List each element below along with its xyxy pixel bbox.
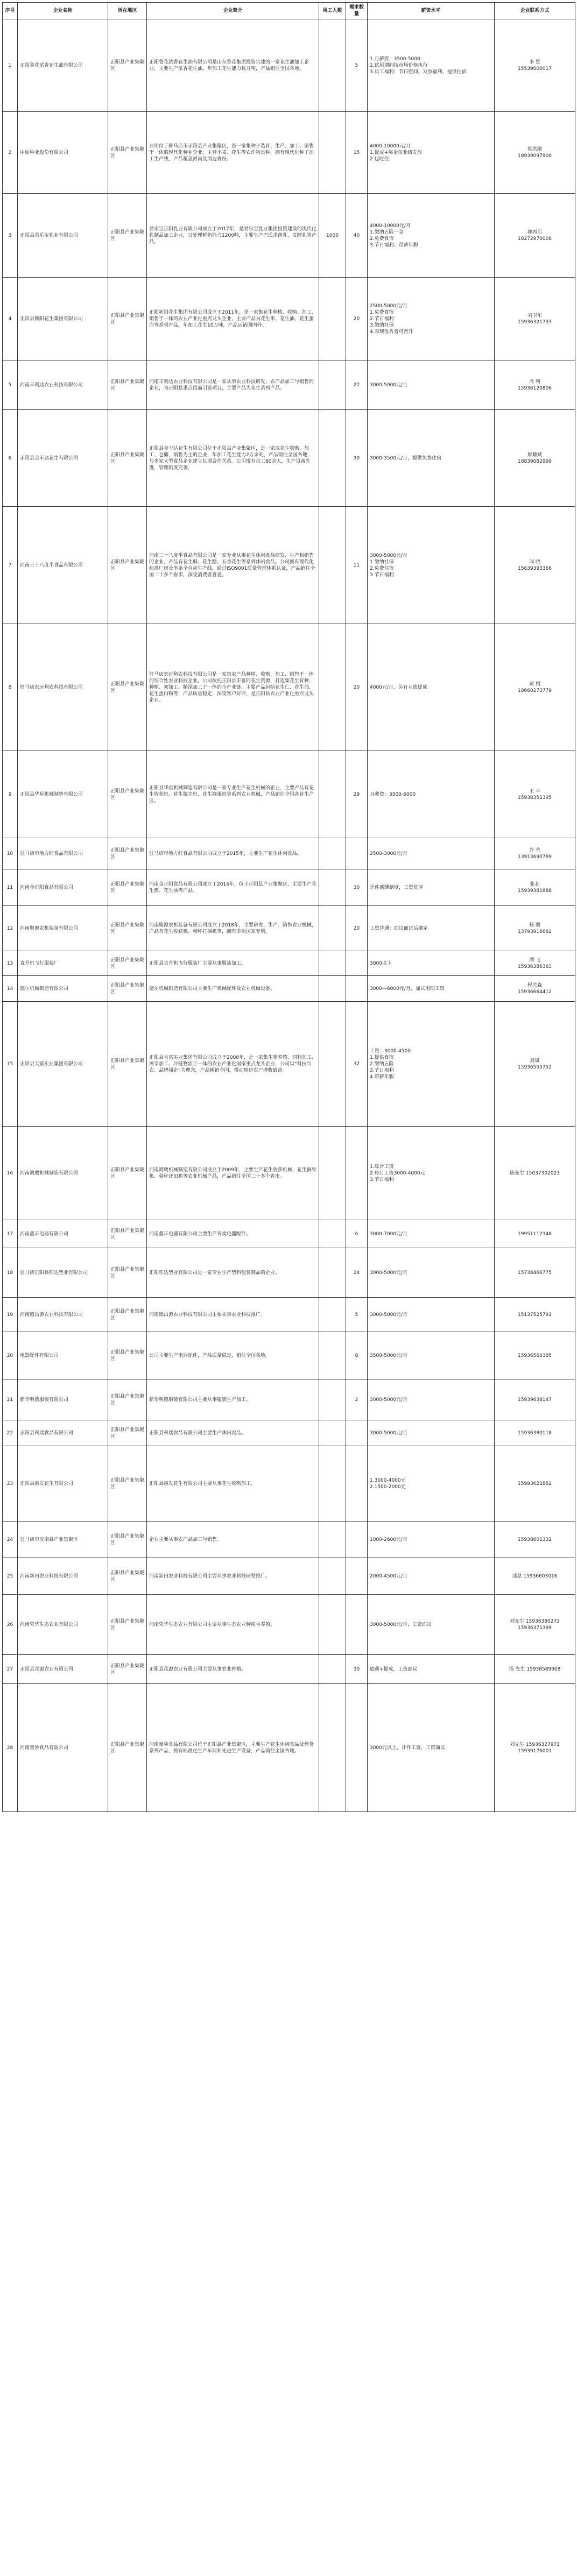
contact-info: 刘卫东 15936321733 — [495, 278, 575, 360]
enterprise-recruitment-table — [2, 2, 575, 1812]
worker-count — [319, 1332, 346, 1379]
company-intro: 正阳县直升机飞行服装厂主要从事服装加工。 — [147, 951, 319, 976]
row-no: 5 — [3, 360, 18, 410]
salary-level: 4000-10000元/月 1.缴纳五险一金 2.免费食宿 3.节日福利、带薪年假 — [368, 194, 495, 278]
need-count: 2 — [346, 1379, 368, 1420]
company-intro: 正阳鲁花浓香花生油有限公司是山东鲁花集团投资兴建的一家花生油加工企业，主要生产浓香花生油，年加工花生能力数万吨，产品销往全国各地。 — [147, 19, 319, 112]
company-area: 正阳县产业集聚区 — [108, 194, 147, 278]
company-intro: 河南德昌源农业科技有限公司主要从事农业科技推广。 — [147, 1298, 319, 1332]
company-intro: 德尔机械制造有限公司主要生产机械配件及农业机械设备。 — [147, 976, 319, 1002]
company-name: 德尔机械制造有限公司 — [18, 976, 108, 1002]
header-intro: 企业简介 — [147, 3, 319, 19]
company-name: 驻马店市汝南县产业集聚区 — [18, 1521, 108, 1558]
contact-info: 15936380118 — [495, 1420, 575, 1446]
company-area: 正阳县产业集聚区 — [108, 976, 147, 1002]
table-row — [3, 410, 575, 507]
need-count — [346, 976, 368, 1002]
contact-info: 闫 晓 15639393366 — [495, 507, 575, 624]
company-area: 正阳县产业集聚区 — [108, 112, 147, 194]
company-name: 正阳县新阳花生集团有限公司 — [18, 278, 108, 360]
need-count: 11 — [346, 507, 368, 624]
header-need: 需求数量 — [346, 3, 368, 19]
worker-count — [319, 624, 346, 751]
salary-level: 3000-5000元/月 — [368, 1248, 495, 1298]
row-no: 12 — [3, 906, 18, 951]
salary-level: 3000-5000元/月，工资面议 — [368, 1595, 495, 1655]
worker-count — [319, 838, 346, 869]
company-name: 驻马店正阳县旺达塑业有限公司 — [18, 1248, 108, 1298]
salary-level: 3000以上 — [368, 951, 495, 976]
company-intro: 驻马店市地方红食品有限公司成立于2015年，主要生产花生休闲食品。 — [147, 838, 319, 869]
contact-info: 张芯 15939381888 — [495, 869, 575, 906]
company-name: 正阳县金丰达花生有限公司 — [18, 410, 108, 507]
row-no: 27 — [3, 1655, 18, 1684]
row-no: 11 — [3, 869, 18, 906]
contact-info: 19951112348 — [495, 1220, 575, 1248]
table-row — [3, 112, 575, 194]
need-count — [346, 838, 368, 869]
contact-info: 冯 利 15936120806 — [495, 360, 575, 410]
row-no: 15 — [3, 1002, 18, 1127]
company-name: 正阳县茂源农业有限公司 — [18, 1655, 108, 1684]
need-count: 30 — [346, 869, 368, 906]
table-row — [3, 19, 575, 112]
company-name: 电器配件有限公司 — [18, 1332, 108, 1379]
worker-count — [319, 1558, 346, 1595]
table-row — [3, 1446, 575, 1521]
row-no: 16 — [3, 1127, 18, 1220]
table-row — [3, 278, 575, 360]
need-count: 20 — [346, 278, 368, 360]
contact-info: 刘先生 15936327971 15939176001 — [495, 1684, 575, 1812]
row-no: 1 — [3, 19, 18, 112]
row-no: 23 — [3, 1446, 18, 1521]
company-intro: 正阳县金丰达花生有限公司位于正阳县产业集聚区，是一家以花生收购、加工、仓储、销售为主的企业，年加工花生能力2万余吨，产品销往全国各地，与多家大型食品企业建立长期合作关系。公司现有员工80余人，生产设备先进，管理制度完善。 — [147, 410, 319, 507]
salary-level: 3000—6000元/月，加试用期工资 — [368, 976, 495, 1002]
salary-level: 工资待遇：面议面试后确定 — [368, 906, 495, 951]
need-count — [346, 1595, 368, 1655]
salary-level: 3000-7000元/月 — [368, 1220, 495, 1248]
worker-count — [319, 507, 346, 624]
row-no: 14 — [3, 976, 18, 1002]
need-count: 20 — [346, 624, 368, 751]
company-name: 正阳县惠发花生有限公司 — [18, 1446, 108, 1521]
contact-info: 周斌 15936555752 — [495, 1002, 575, 1127]
row-no: 4 — [3, 278, 18, 360]
salary-level: 3000元以上，计件工资，工资面议 — [368, 1684, 495, 1812]
company-name: 新华明德服装有限公司 — [18, 1379, 108, 1420]
row-no: 22 — [3, 1420, 18, 1446]
need-count: 40 — [346, 194, 368, 278]
contact-info: 陈先生 15037302023 — [495, 1127, 575, 1220]
salary-level: 1.3000-4000元 2.1500-2000元 — [368, 1446, 495, 1521]
table-row — [3, 1379, 575, 1420]
company-area: 正阳县产业集聚区 — [108, 1684, 147, 1812]
header-workers: 用工人数 — [319, 3, 346, 19]
need-count — [346, 1420, 368, 1446]
salary-level: 2500-5000元/月 1.免费食宿 2.节日福利 3.缴纳社保 4.表现优秀者可晋升 — [368, 278, 495, 360]
company-name: 河南新田农业科技有限公司 — [18, 1558, 108, 1595]
company-intro: 正阳县天富实业集团有限公司成立于2008年，是一家集生猪养殖、饲料加工、屠宰加工、冷链物流于一体的农业产业化国家重点龙头企业，公司以“科技兴农、品牌强企”为理念，产品畅销全国，带动周边农户增收致富。 — [147, 1002, 319, 1127]
worker-count — [319, 360, 346, 410]
worker-count — [319, 1127, 346, 1220]
company-area: 正阳县产业集聚区 — [108, 624, 147, 751]
need-count: 30 — [346, 1655, 368, 1684]
header-name: 企业名称 — [18, 3, 108, 19]
need-count: 6 — [346, 1220, 368, 1248]
contact-info: 15938601332 — [495, 1521, 575, 1558]
contact-info: 杨 鹏 13793916682 — [495, 906, 575, 951]
contact-info: 黄 娟 18660273779 — [495, 624, 575, 751]
row-no: 26 — [3, 1595, 18, 1655]
company-name: 河南丰利达农业科技有限公司 — [18, 360, 108, 410]
row-no: 10 — [3, 838, 18, 869]
salary-level: 3000-5000元/月 — [368, 360, 495, 410]
worker-count — [319, 1595, 346, 1655]
table-row — [3, 1558, 575, 1595]
salary-level: 3000-5000元/月 1.缴纳社保 2.免费住宿 3.节日福利 — [368, 507, 495, 624]
company-intro: 正阳新阳花生集团有限公司成立于2011年，是一家集花生种植、收购、加工、销售于一体的农业产业化重点龙头企业，主要产品为花生米、花生油、花生蛋白等系列产品，年加工花生10万吨，产品远销国内外。 — [147, 278, 319, 360]
company-name: 河南童鲁食品有限公司 — [18, 1684, 108, 1812]
company-area: 正阳县产业集聚区 — [108, 951, 147, 976]
company-area: 正阳县产业集聚区 — [108, 1298, 147, 1332]
company-area: 正阳县产业集聚区 — [108, 751, 147, 838]
contact-info: 程关森 15936664412 — [495, 976, 575, 1002]
table-row — [3, 1220, 575, 1248]
table-row — [3, 1298, 575, 1332]
need-count — [346, 951, 368, 976]
worker-count — [319, 1298, 346, 1332]
row-no: 20 — [3, 1332, 18, 1379]
worker-count — [319, 976, 346, 1002]
company-intro: 新华明德服装有限公司主要从事服装生产加工。 — [147, 1379, 319, 1420]
company-intro: 正阳县茂源农业有限公司主要从事农业种植。 — [147, 1655, 319, 1684]
contact-info: 15939638147 — [495, 1379, 575, 1420]
worker-count — [319, 1220, 346, 1248]
table-row — [3, 751, 575, 838]
company-name: 河南鸿鹰机械制造有限公司 — [18, 1127, 108, 1220]
salary-level: 1.综合工资 2.每月工资3000-4000元 3.节日福利 — [368, 1127, 495, 1220]
company-name: 直升机飞行服装厂 — [18, 951, 108, 976]
row-no: 9 — [3, 751, 18, 838]
worker-count — [319, 1420, 346, 1446]
contact-info: 许 莹 13913690789 — [495, 838, 575, 869]
company-area: 正阳县产业集聚区 — [108, 1521, 147, 1558]
company-area: 正阳县产业集聚区 — [108, 1655, 147, 1684]
company-name: 河南三十八度半食品有限公司 — [18, 507, 108, 624]
need-count: 5 — [346, 19, 368, 112]
table-row — [3, 507, 575, 624]
company-area: 正阳县产业集聚区 — [108, 1248, 147, 1298]
worker-count — [319, 1684, 346, 1812]
salary-level: 3000-5000元/月 — [368, 1379, 495, 1420]
company-intro: 河南丰利达农业科技有限公司是一家从事农业科技研发、农产品加工与销售的企业，为正阳县重点招商引资项目，主要产品为花生系列产品。 — [147, 360, 319, 410]
row-no: 13 — [3, 951, 18, 976]
salary-level: 4000-10000元/月 1.提成+奖金按业绩发放 2.包吃住 — [368, 112, 495, 194]
company-area: 正阳县产业集聚区 — [108, 1446, 147, 1521]
company-area: 正阳县产业集聚区 — [108, 1558, 147, 1595]
table-row — [3, 1248, 575, 1298]
worker-count — [319, 951, 346, 976]
company-area: 正阳县产业集聚区 — [108, 1595, 147, 1655]
contact-info: 15738466775 — [495, 1248, 575, 1298]
contact-info: 刘先生 15936380271 15936371399 — [495, 1595, 575, 1655]
header-contact: 企业联系方式 — [495, 3, 575, 19]
salary-level: 4000元/月，另有业绩提成 — [368, 624, 495, 751]
row-no: 2 — [3, 112, 18, 194]
need-count — [346, 1521, 368, 1558]
salary-level: 3000-5000元/月 — [368, 1420, 495, 1446]
company-name: 正阳县科瑞食品有限公司 — [18, 1420, 108, 1446]
row-no: 6 — [3, 410, 18, 507]
company-name: 中原种业股份有限公司 — [18, 112, 108, 194]
contact-info: 15936560385 — [495, 1332, 575, 1379]
need-count: 5 — [346, 1298, 368, 1332]
salary-level: 2000-4500元/月 — [368, 1558, 495, 1595]
need-count: 20 — [346, 906, 368, 951]
company-area: 正阳县产业集聚区 — [108, 1420, 147, 1446]
company-intro: 正阳县科瑞食品有限公司主要生产休闲食品。 — [147, 1420, 319, 1446]
need-count: 32 — [346, 1002, 368, 1127]
table-row — [3, 1002, 575, 1127]
table-row — [3, 951, 575, 976]
company-name: 正阳县天富实业集团有限公司 — [18, 1002, 108, 1127]
salary-level: 工资：3000-4500 1.提供食宿 2.缴纳五险 3.节日福利 4.带薪年假 — [368, 1002, 495, 1127]
row-no: 7 — [3, 507, 18, 624]
company-name: 河南聚源农机装备有限公司 — [18, 906, 108, 951]
company-area: 正阳县产业集聚区 — [108, 19, 147, 112]
table-row — [3, 869, 575, 906]
row-no: 18 — [3, 1248, 18, 1298]
row-no: 28 — [3, 1684, 18, 1812]
worker-count — [319, 1655, 346, 1684]
need-count: 29 — [346, 751, 368, 838]
table-row — [3, 976, 575, 1002]
worker-count — [319, 1521, 346, 1558]
contact-info: 15993621882 — [495, 1446, 575, 1521]
table-body — [3, 19, 575, 1812]
worker-count — [319, 19, 346, 112]
need-count — [346, 1558, 368, 1595]
company-name: 正阳鲁花浓香花生油有限公司 — [18, 19, 108, 112]
salary-level: 1.月薪资：3500-5000 2.试用期间按市场价格执行 3.员工福利：节日慰问、发放福利、提供住宿 — [368, 19, 495, 112]
contact-info: 潘 飞 15936386363 — [495, 951, 575, 976]
company-intro: 正阳县惠发花生有限公司主要从事花生收购加工。 — [147, 1446, 319, 1521]
contact-info: 梁洪刚 18939097900 — [495, 112, 575, 194]
salary-level: 2500-3000元/月 — [368, 838, 495, 869]
table-row — [3, 1595, 575, 1655]
company-area: 正阳县产业集聚区 — [108, 1220, 147, 1248]
company-name: 河南鑫丰电器有限公司 — [18, 1220, 108, 1248]
table-row — [3, 906, 575, 951]
salary-level: 1000-2600元/月 — [368, 1521, 495, 1558]
worker-count — [319, 1379, 346, 1420]
table-row — [3, 1655, 575, 1684]
need-count — [346, 1684, 368, 1812]
salary-level: 月薪资：3500-6000 — [368, 751, 495, 838]
need-count: 8 — [346, 1332, 368, 1379]
salary-level: 3000-5000元/月 — [368, 1298, 495, 1332]
company-area: 正阳县产业集聚区 — [108, 1379, 147, 1420]
table-row — [3, 1127, 575, 1220]
salary-level: 计件薪酬制度，工资优厚 — [368, 869, 495, 906]
company-name: 正阳县君乐宝乳业有限公司 — [18, 194, 108, 278]
company-name: 驻马店市地方红食品有限公司 — [18, 838, 108, 869]
contact-info: 鄢耀斌 18839082999 — [495, 410, 575, 507]
table-header-row — [3, 3, 575, 19]
row-no: 8 — [3, 624, 18, 751]
header-area: 所在地区 — [108, 3, 147, 19]
company-intro: 企业主要从事农产品加工与销售。 — [147, 1521, 319, 1558]
row-no: 19 — [3, 1298, 18, 1332]
company-intro: 河南新田农业科技有限公司主要从事农业科技研发推广。 — [147, 1558, 319, 1595]
worker-count — [319, 112, 346, 194]
salary-level: 3500-5000元/月 — [368, 1332, 495, 1379]
row-no: 24 — [3, 1521, 18, 1558]
salary-level: 3000-3500元/月，提供免费住宿 — [368, 410, 495, 507]
worker-count — [319, 278, 346, 360]
company-area: 正阳县产业集聚区 — [108, 507, 147, 624]
company-area: 正阳县产业集聚区 — [108, 838, 147, 869]
company-area: 正阳县产业集聚区 — [108, 1127, 147, 1220]
row-no: 25 — [3, 1558, 18, 1595]
need-count: 15 — [346, 112, 368, 194]
company-name: 河南德昌源农业科技有限公司 — [18, 1298, 108, 1332]
worker-count — [319, 410, 346, 507]
table-row — [3, 1521, 575, 1558]
company-intro: 河南鑫丰电器有限公司主要生产各类电器配件。 — [147, 1220, 319, 1248]
contact-info: 王 丰 15938351395 — [495, 751, 575, 838]
need-count: 27 — [346, 360, 368, 410]
company-intro: 正阳旺达塑业有限公司是一家专业生产塑料包装制品的企业。 — [147, 1248, 319, 1298]
worker-count: 1000 — [319, 194, 346, 278]
company-intro: 正阳县华星机械制造有限公司是一家专业生产花生机械的企业，主要产品有花生收获机、花生脱壳机、花生摘果机等系列农业机械，产品销往全国各花生产区。 — [147, 751, 319, 838]
contact-info: 李 贤 15539000017 — [495, 19, 575, 112]
company-intro: 驻马店宏远利农科技有限公司是一家集农产品种植、收购、加工、销售于一体的综合性农业科技企业。公司依托正阳县丰富的花生资源，打造集花生育种、种植、初加工、精深加工于一体的全产业链，主要产品包括花生仁、花生油、花生蛋白粉等，产品质量稳定，深受客户好评，是正阳县农业产业化重点龙头企业。 — [147, 624, 319, 751]
contact-info: 邵总 15936603016 — [495, 1558, 575, 1595]
company-name: 河南金正阳食品有限公司 — [18, 869, 108, 906]
company-name: 驻马店宏远利农科技有限公司 — [18, 624, 108, 751]
company-intro: 河南童鲁食品有限公司位于正阳县产业集聚区，主要生产花生休闲食品及炒货系列产品，拥有标准化生产车间和先进生产设备，产品销往全国各地。 — [147, 1684, 319, 1812]
worker-count — [319, 1002, 346, 1127]
worker-count — [319, 906, 346, 951]
company-intro: 河南鸿鹰机械制造有限公司成立于2009年，主要生产花生收获机械、花生摘果机、秸秆还田机等农业机械产品，产品销往全国二十多个省市。 — [147, 1127, 319, 1220]
worker-count — [319, 1446, 346, 1521]
recruitment-sheet — [2, 2, 575, 2574]
need-count — [346, 1127, 368, 1220]
table-row — [3, 194, 575, 278]
contact-info: 15137525791 — [495, 1298, 575, 1332]
company-area: 正阳县产业集聚区 — [108, 1332, 147, 1379]
company-area: 正阳县产业集聚区 — [108, 278, 147, 360]
company-intro: 河南荣华生态农业有限公司主要从事生态农业种植与养殖。 — [147, 1595, 319, 1655]
company-area: 正阳县产业集聚区 — [108, 1002, 147, 1127]
company-name: 正阳县华星机械制造有限公司 — [18, 751, 108, 838]
need-count — [346, 1446, 368, 1521]
company-intro: 河南聚源农机装备有限公司成立于2018年，主要研发、生产、销售农业机械，产品有花生收获机、秸秆打捆机等，拥有多项国家专利。 — [147, 906, 319, 951]
company-intro: 公司主要生产电器配件，产品质量稳定，销往全国各地。 — [147, 1332, 319, 1379]
row-no: 17 — [3, 1220, 18, 1248]
table-row — [3, 624, 575, 751]
company-area: 正阳县产业集聚区 — [108, 869, 147, 906]
company-intro: 河南金正阳食品有限公司成立于2014年，位于正阳县产业集聚区，主要生产花生酱、花生油等产品。 — [147, 869, 319, 906]
table-row — [3, 1684, 575, 1812]
header-salary: 薪资水平 — [368, 3, 495, 19]
worker-count — [319, 1248, 346, 1298]
table-row — [3, 1420, 575, 1446]
worker-count — [319, 869, 346, 906]
company-area: 正阳县产业集聚区 — [108, 360, 147, 410]
table-row — [3, 838, 575, 869]
worker-count — [319, 751, 346, 838]
company-intro: 公司位于驻马店市正阳县产业集聚区，是一家集种子选育、生产、加工、销售于一体的现代化种业企业，主营小麦、花生等农作物良种，拥有现代化种子加工生产线，产品覆盖河南及周边省份。 — [147, 112, 319, 194]
company-intro: 河南三十八度半食品有限公司是一家专业从事花生休闲食品研发、生产和销售的企业，产品有花生酥、花生糖、五香花生等系列休闲食品。公司拥有现代化标准厂房及多条全自动生产线，通过ISO9001质量管理体系认证，产品销往全国二十多个省市，深受消费者喜爱。 — [147, 507, 319, 624]
contact-info: 汤 先生 15938589908 — [495, 1655, 575, 1684]
company-area: 正阳县产业集聚区 — [108, 410, 147, 507]
need-count: 30 — [346, 410, 368, 507]
salary-level: 底薪+提成，工资面议 — [368, 1655, 495, 1684]
row-no: 3 — [3, 194, 18, 278]
company-area: 正阳县产业集聚区 — [108, 906, 147, 951]
row-no: 21 — [3, 1379, 18, 1420]
company-intro: 君乐宝正阳乳业有限公司成立于2017年，是君乐宝乳业集团投资建设的现代化乳制品加工企业，日处理鲜奶能力1200吨，主要生产巴氏杀菌乳、发酵乳等产品。 — [147, 194, 319, 278]
header-no: 序号 — [3, 3, 18, 19]
need-count: 24 — [346, 1248, 368, 1298]
table-row — [3, 1332, 575, 1379]
company-name: 河南荣华生态农业有限公司 — [18, 1595, 108, 1655]
table-row — [3, 360, 575, 410]
contact-info: 郭再启 18272970008 — [495, 194, 575, 278]
